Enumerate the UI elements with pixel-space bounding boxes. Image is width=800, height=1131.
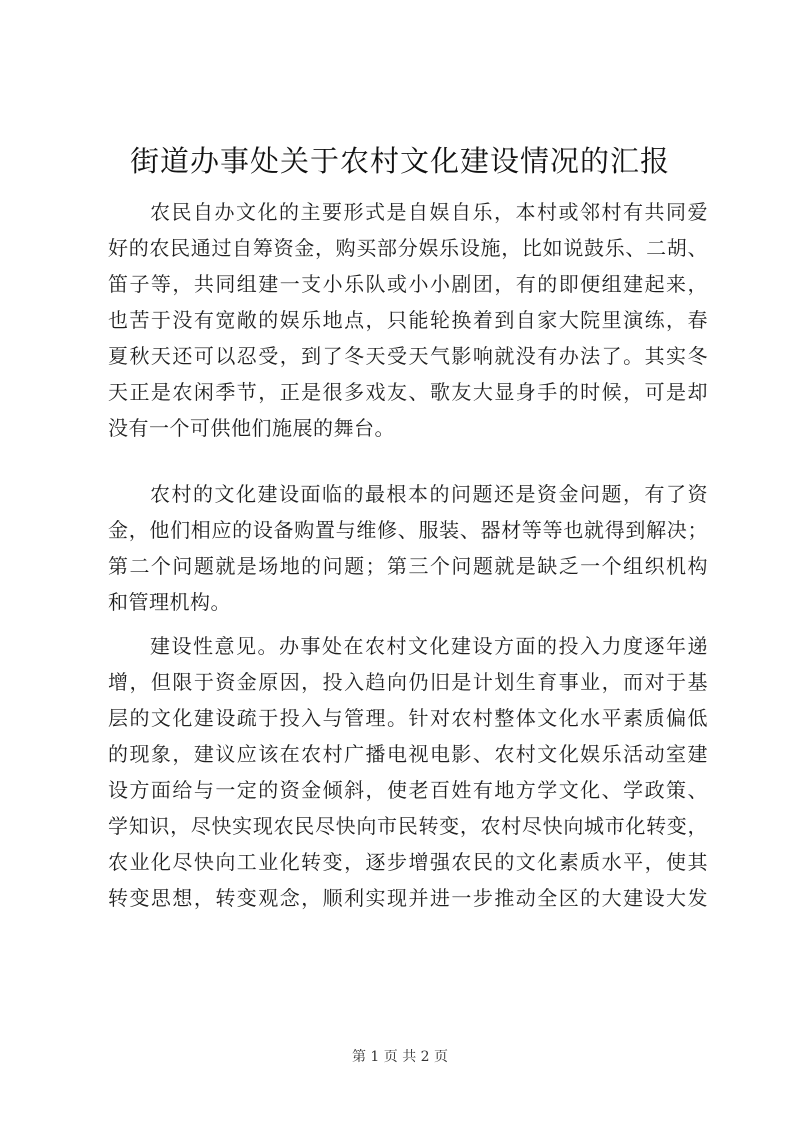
text-line: 没有一个可供他们施展的舞台。 (108, 416, 395, 440)
text-line: 和管理机构。 (108, 590, 231, 614)
text-line: 天正是农闲季节，正是很多戏友、歌友大显身手的时候，可是却 (108, 380, 708, 404)
paragraph-1 (108, 194, 708, 446)
text-line: 农业化尽快向工业化转变，逐步增强农民的文化素质水平，使其 (108, 850, 708, 874)
paragraph-2 (108, 476, 708, 620)
text-line: 的现象，建议应该在农村广播电视电影、农村文化娱乐活动室建 (108, 742, 708, 766)
text-line: 农民自办文化的主要形式是自娱自乐，本村或邻村有共同爱 (150, 200, 708, 224)
text-line: 第二个问题就是场地的问题；第三个问题就是缺乏一个组织机构 (108, 554, 708, 578)
text-line: 金，他们相应的设备购置与维修、服装、器材等等也就得到解决； (108, 518, 708, 542)
text-line: 农村的文化建设面临的最根本的问题还是资金问题，有了资 (150, 482, 708, 506)
text-line: 增，但限于资金原因，投入趋向仍旧是计划生育事业，而对于基 (108, 670, 708, 694)
text-line: 设方面给与一定的资金倾斜，使老百姓有地方学文化、学政策、 (108, 778, 708, 802)
text-line: 转变思想，转变观念，顺利实现并进一步推动全区的大建设大发 (108, 886, 708, 910)
paragraph-3 (108, 628, 708, 916)
text-line: 好的农民通过自筹资金，购买部分娱乐设施，比如说鼓乐、二胡、 (108, 236, 708, 260)
text-line: 建设性意见。办事处在农村文化建设方面的投入力度逐年递 (150, 634, 708, 658)
text-line: 笛子等，共同组建一支小乐队或小小剧团，有的即便组建起来， (108, 272, 708, 296)
page-footer: 第 1 页 共 2 页 (351, 1049, 449, 1065)
text-line: 层的文化建设疏于投入与管理。针对农村整体文化水平素质偏低 (108, 706, 708, 730)
text-line: 夏秋天还可以忍受，到了冬天受天气影响就没有办法了。其实冬 (108, 344, 708, 368)
text-line: 也苦于没有宽敞的娱乐地点，只能轮换着到自家大院里演练，春 (108, 308, 708, 332)
text-line: 学知识，尽快实现农民尽快向市民转变，农村尽快向城市化转变， (108, 814, 708, 838)
page-title: 街道办事处关于农村文化建设情况的汇报 (129, 144, 670, 178)
